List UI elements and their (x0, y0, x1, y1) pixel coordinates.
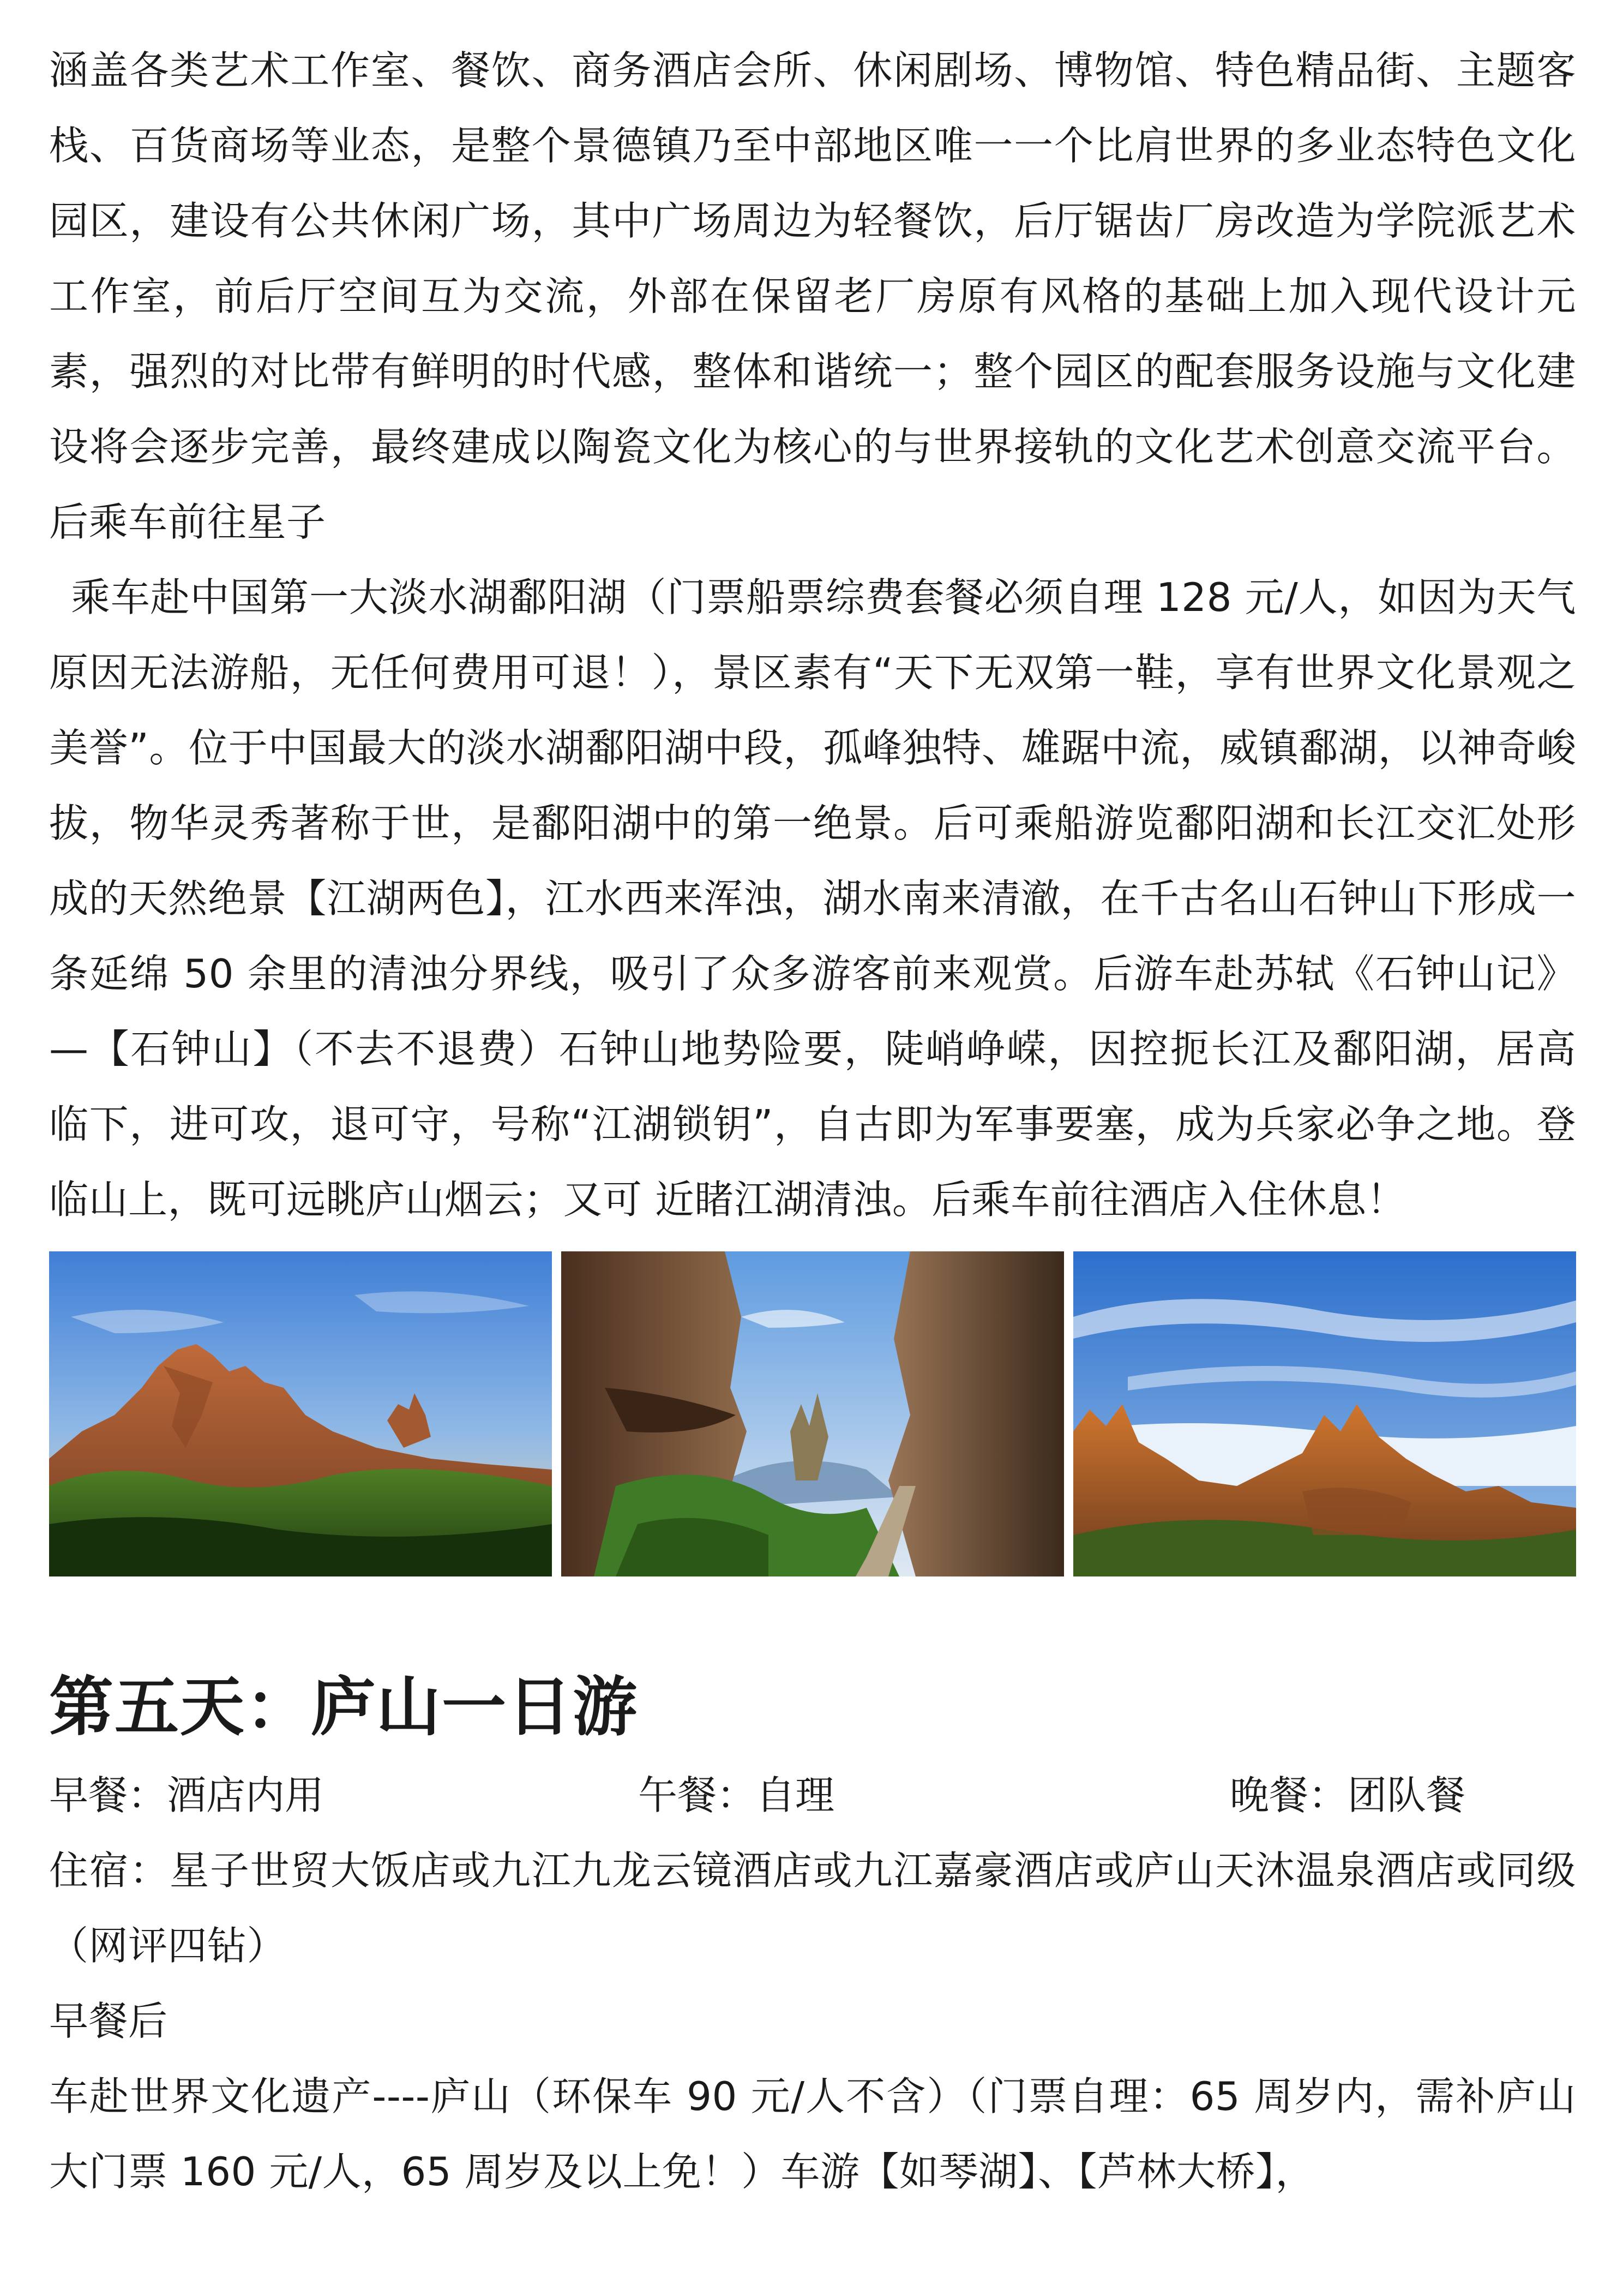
day-five-title: 第五天：庐山一日游 (49, 1669, 639, 1745)
lunch-info: 午餐：自理 (638, 1772, 835, 1818)
dinner-info: 晚餐：团队餐 (1230, 1772, 1466, 1818)
lake-paragraph: 乘车赴中国第一大淡水湖鄱阳湖（门票船票综费套餐必须自理 128 元/人，如因为天气原因无法游船，无任何费用可退！），景区素有“天下无双第一鞋，享有世界文化景观之美誉”。位于中国最大的淡水湖鄱阳湖中段，孤峰独特、雄踞中流，威镇鄱湖，以神奇峻拔，物华灵秀著称于世，是鄱阳湖中的第一绝景。后可乘船游览鄱阳湖和长江交汇处形成的天然绝景【江湖两色】，江水西来浑浊，湖水南来清澈，在千古名山石钟山下形成一条延绵 50 余里的清浊分界线，吸引了众多游客前来观赏。后游车赴苏轼《石钟山记》—【石钟山】（不去不退费）石钟山地势险要，陡峭峥嵘，因控扼长江及鄱阳湖，居高 临下，进可攻，退可守，号称“江湖锁钥”，自古即为军事要塞，成为兵家必争之地。登临山上，既可远眺庐山烟云；又可 近睹江湖清浊。后乘车前往酒店入住休息！ (49, 574, 1576, 1222)
mountain-sunset-photo (49, 1251, 552, 1576)
intro-paragraph: 涵盖各类艺术工作室、餐饮、商务酒店会所、休闲剧场、博物馆、特色精品街、主题客栈、百货商场等业态，是整个景德镇乃至中部地区唯一一个比肩世界的多业态特色文化园区，建设有公共休闲广场，其中广场周边为轻餐饮，后厅锯齿厂房改造为学院派艺术工作室，前后厅空间互为交流，外部在保留老厂房原有风格的基础上加入现代设计元素，强烈的对比带有鲜明的时代感，整体和谐统一；整个园区的配套服务设施与文化建设将会逐步完善，最终建成以陶瓷文化为核心的与世界接轨的文化艺术创意交流平台。后乘车前往星子 (49, 47, 1576, 545)
breakfast-info: 早餐：酒店内用 (49, 1772, 324, 1818)
after-breakfast-line: 早餐后 (49, 1998, 168, 2044)
meals-row (49, 1758, 1576, 1833)
photo-row (49, 1251, 1576, 1576)
cliff-plank-road-photo (561, 1251, 1064, 1576)
lodging-info: 住宿：星子世贸大饭店或九江九龙云镜酒店或九江嘉豪酒店或庐山天沐温泉酒店或同级（网评四钻） (49, 1848, 1576, 1969)
lushan-itinerary: 车赴世界文化遗产----庐山（环保车 90 元/人不含）（门票自理：65 周岁内，需补庐山大门票 160 元/人，65 周岁及以上免！）车游【如琴湖】、【芦林大桥】， (49, 2073, 1576, 2195)
sea-of-clouds-photo (1073, 1251, 1576, 1576)
document-page (49, 33, 1576, 2209)
